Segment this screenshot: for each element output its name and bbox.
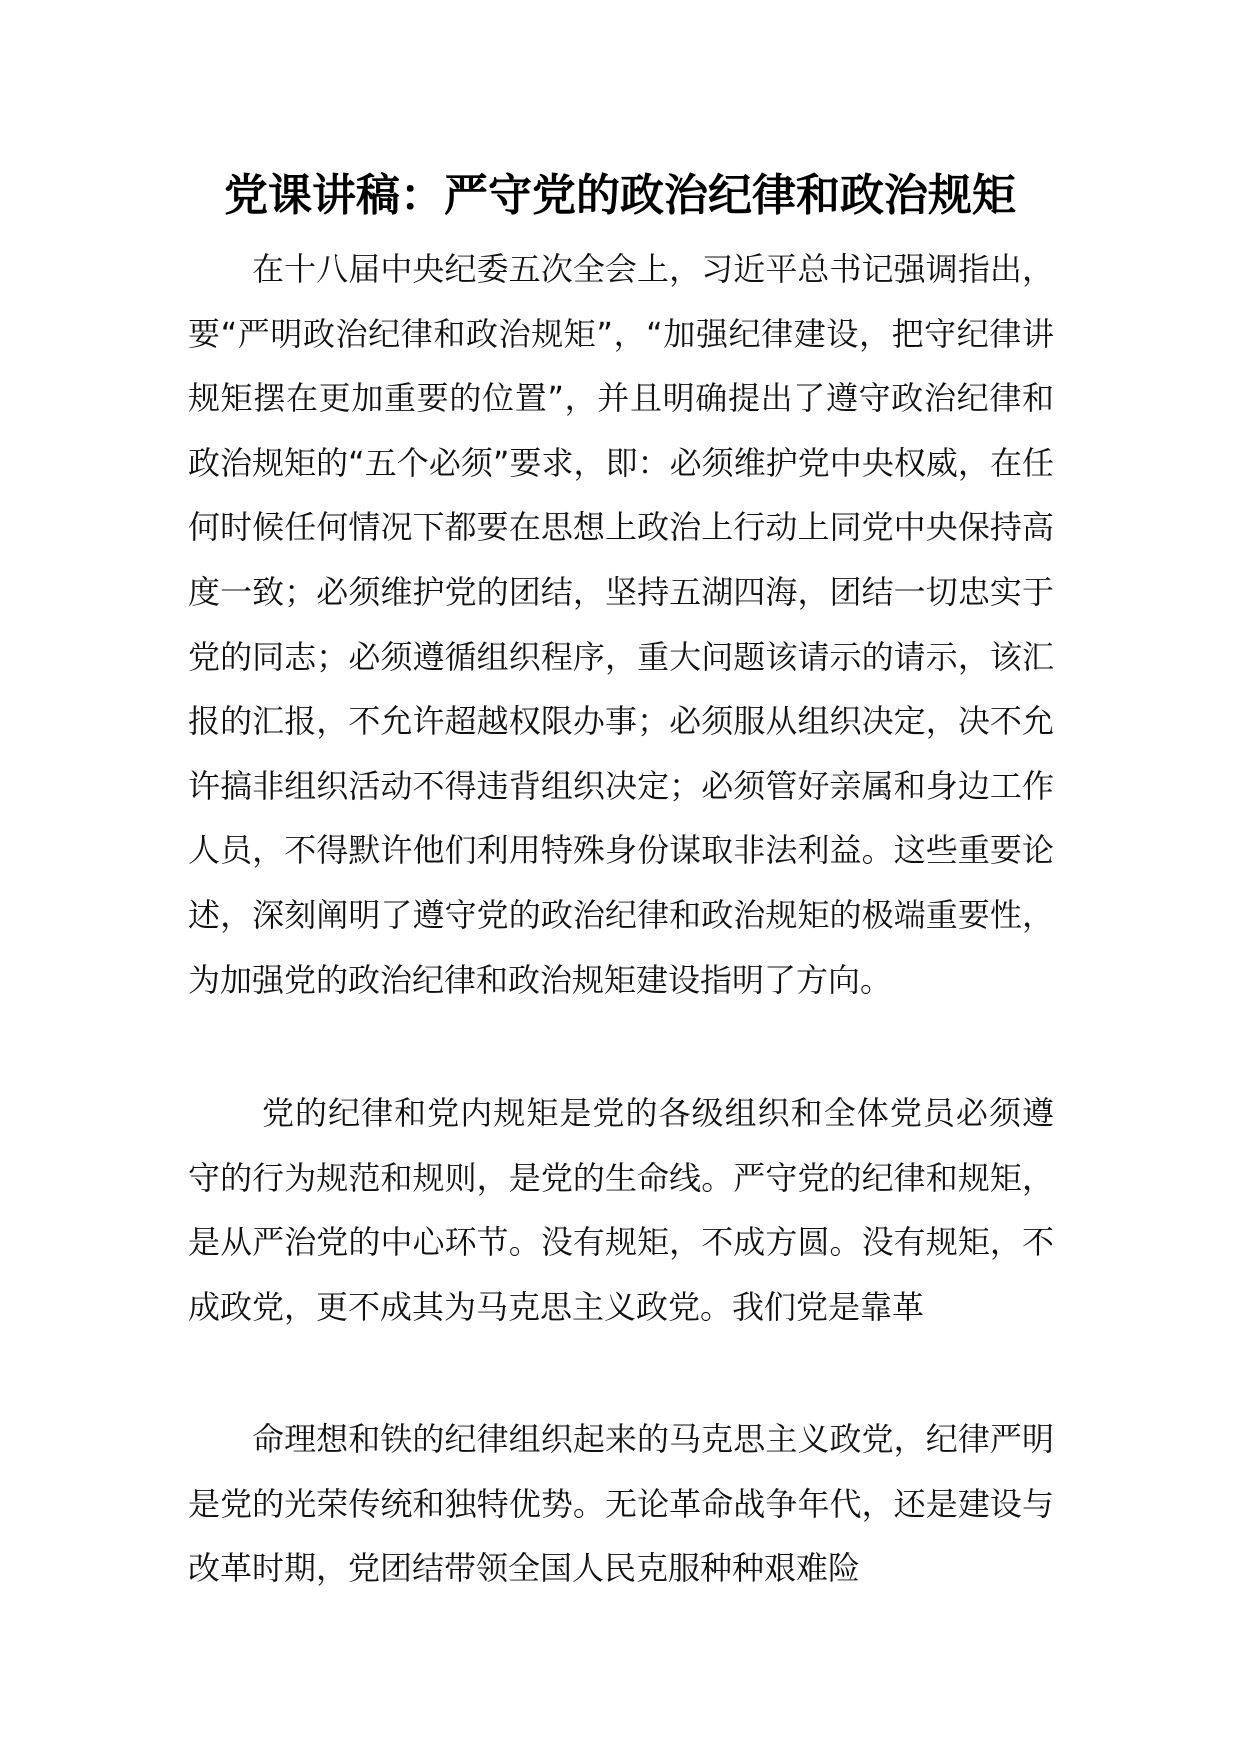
body-paragraph: 命理想和铁的纪律组织起来的马克思主义政党，纪律严明是党的光荣传统和独特优势。无论革命战争年代，还是建设与改革时期，党团结带领全国人民克服种种艰难险 bbox=[188, 1420, 1054, 1588]
body-paragraph: 在十八届中央纪委五次全会上，习近平总书记强调指出，要“严明政治纪律和政治规矩”，“加强纪律建设，把守纪律讲规矩摆在更加重要的位置”，并且明确提出了遵守政治纪律和政治规矩的“五个必须”要求，即：必须维护党中央权威，在任何时候任何情况下都要在思想上政治上行动上同党中央保持高度一致；必须维护党的团结，坚持五湖四海，团结一切忠实于党的同志；必须遵循组织程序，重大问题该请示的请示，该汇报的汇报，不允许超越权限办事；必须服从组织决定，决不允许搞非组织活动不得违背组织决定；必须管好亲属和身边工作人员，不得默许他们利用特殊身份谋取非法利益。这些重要论述，深刻阐明了遵守党的政治纪律和政治规矩的极端重要性，为加强党的政治纪律和政治规矩建设指明了方向。 bbox=[188, 250, 1054, 999]
body-paragraph: 党的纪律和党内规矩是党的各级组织和全体党员必须遵守的行为规范和规则，是党的生命线。严守党的纪律和规矩，是从严治党的中心环节。没有规矩，不成方圆。没有规矩，不成政党，更不成其为马克思主义政党。我们党是靠革 bbox=[188, 1094, 1054, 1326]
document-title: 党课讲稿：严守党的政治纪律和政治规矩 bbox=[224, 170, 1016, 221]
